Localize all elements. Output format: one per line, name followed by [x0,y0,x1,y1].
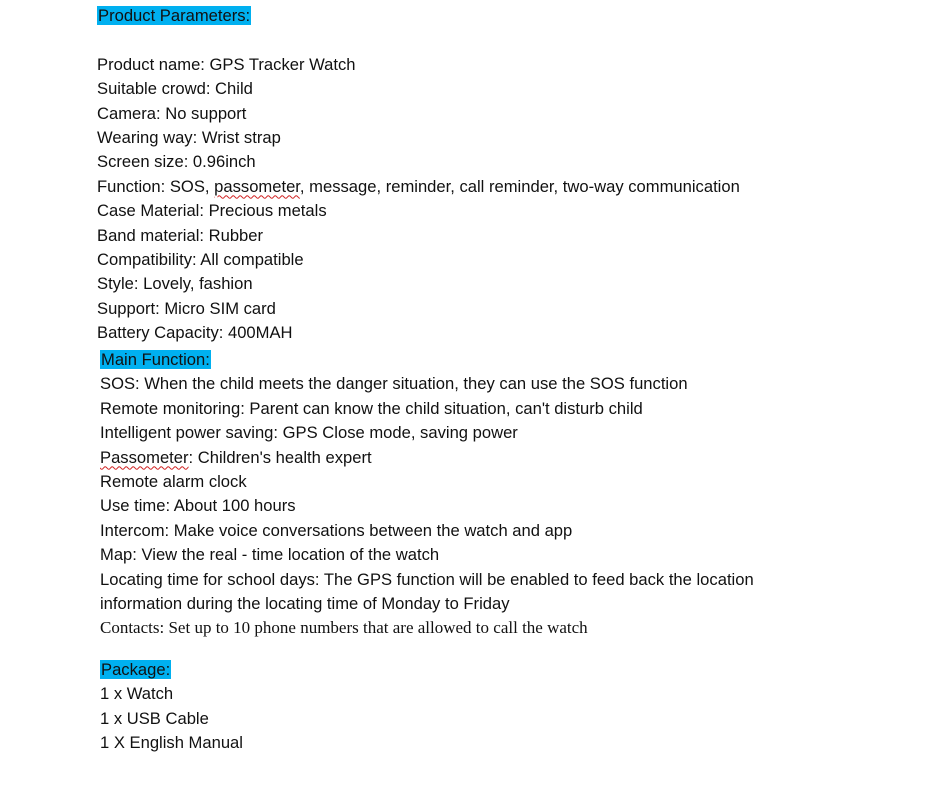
function-line: Use time: About 100 hours [100,496,296,516]
package-item: 1 X English Manual [100,733,243,753]
function-line: Locating time for school days: The GPS function will be enabled to feed back the location [100,569,754,589]
text: , message, reminder, call reminder, two-way communication [299,176,740,196]
misspelled-word: Passometer [100,447,189,467]
function-line: Map: View the real - time location of the watch [100,545,440,565]
function-line: Intelligent power saving: GPS Close mode, saving power [100,423,518,443]
function-line: Remote monitoring: Parent can know the child situation, can't disturb child [100,398,643,418]
param-line: Compatibility: All compatible [97,249,304,269]
param-line: Case Material: Precious metals [97,201,327,221]
param-line: Support: Micro SIM card [97,298,276,318]
misspelled-word: passometer [214,176,300,196]
param-line: Wearing way: Wrist strap [97,127,281,147]
function-line: Intercom: Make voice conversations between the watch and app [100,520,573,540]
param-line: Camera: No support [97,103,247,123]
param-line: Band material: Rubber [97,225,264,245]
product-parameters-section [97,4,740,345]
function-line-passometer [100,446,754,470]
section-heading: Main Function: [101,350,210,369]
function-line: SOS: When the child meets the danger situation, they can use the SOS function [100,374,688,394]
main-function-section [100,348,754,641]
param-line: Battery Capacity: 400MAH [97,323,293,343]
section-heading: Product Parameters: [98,6,251,25]
section-heading: Package: [101,660,171,679]
text: : Children's health expert [188,447,372,467]
param-line: Suitable crowd: Child [97,79,253,99]
package-item: 1 x USB Cable [100,708,209,728]
param-line: Screen size: 0.96inch [97,152,256,172]
function-line: Contacts: Set up to 10 phone numbers that are allowed to call the watch [100,618,588,638]
param-line: Style: Lovely, fashion [97,274,253,294]
param-line: Product name: GPS Tracker Watch [97,54,356,74]
function-line: Remote alarm clock [100,471,247,491]
function-line: information during the locating time of Monday to Friday [100,593,510,613]
package-section [100,658,243,756]
package-item: 1 x Watch [100,684,174,704]
text: Function: SOS, [97,176,215,196]
param-line-function [97,175,740,199]
